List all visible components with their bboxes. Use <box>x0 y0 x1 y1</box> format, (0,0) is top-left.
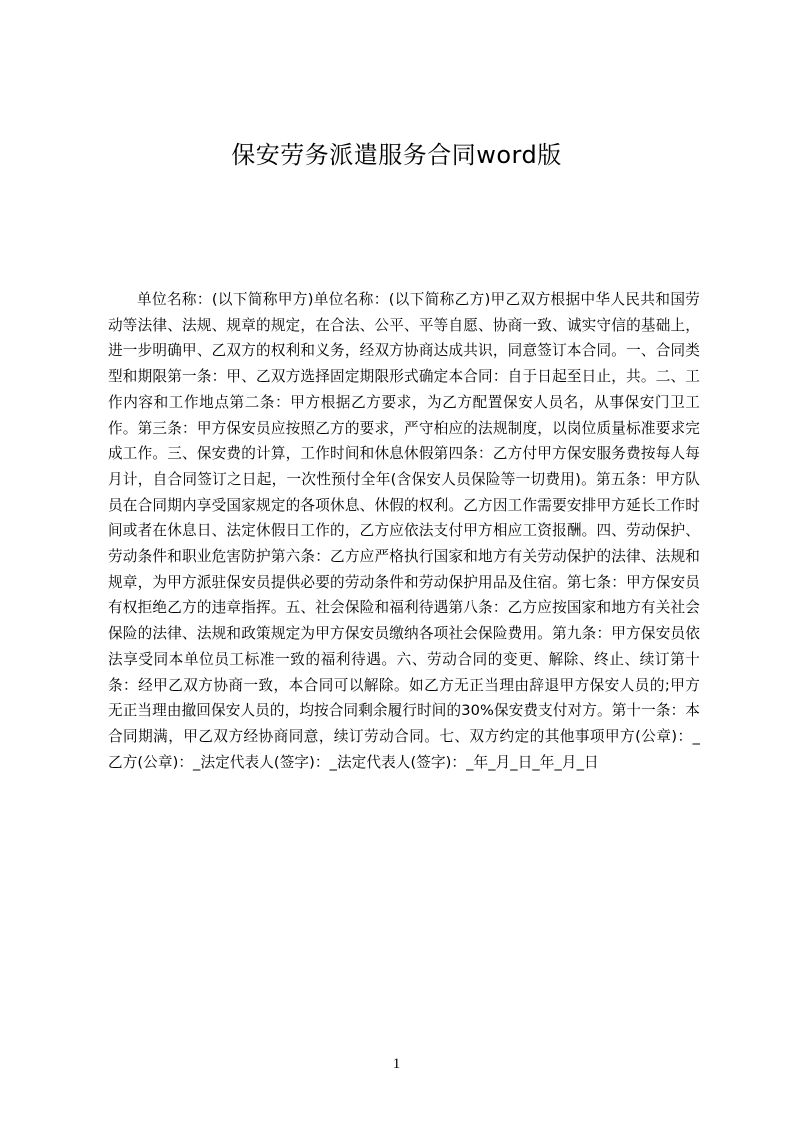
contract-body-paragraph: 单位名称：(以下简称甲方)单位名称：(以下简称乙方)甲乙双方根据中华人民共和国劳动等法律、法规、规章的规定，在合法、公平、平等自愿、协商一致、诚实守信的基础上，进一步明确甲、乙双方的权利和义务，经双方协商达成共识，同意签订本合同。一、合同类型和期限第一条：甲、乙双方选择固定期限形式确定本合同：自于日起至日止，共。二、工作内容和工作地点第二条：甲方根据乙方要求，为乙方配置保安人员名，从事保安门卫工作。第三条：甲方保安员应按照乙方的要求，严守桕应的法规制度，以岗位质量标准要求完成工作。三、保安费的计算，工作时间和休息休假第四条：乙方付甲方保安服务费按每人每月计，自合同签订之日起，一次性预付全年(含保安人员保险等一切费用)。第五条：甲方队员在合同期内享受国家规定的各项休息、休假的权利。乙方因工作需要安排甲方延长工作时间或者在休息日、法定休假日工作的，乙方应依法支付甲方相应工资报酬。四、劳动保护、劳动条件和职业危害防护第六条：乙方应严格执行国家和地方有关劳动保护的法律、法规和规章，为甲方派驻保安员提供必要的劳动条件和劳动保护用品及住宿。第七条：甲方保安员有权拒绝乙方的违章指挥。五、社会保险和福利待遇第八条：乙方应按国家和地方有关社会保险的法律、法规和政策规定为甲方保安员缴纳各项社会保险费用。第九条：甲方保安员依法享受同本单位员工标准一致的福利待遇。六、劳动合同的变更、解除、终止、续订第十条：经甲乙双方协商一致，本合同可以解除。如乙方无正当理由辞退甲方保安人员的;甲方无正当理由撤回保安人员的，均按合同剩余履行时间的30%保安费支付对方。第十一条：本合同期满，甲乙双方经协商同意，续订劳动合同。七、双方约定的其他事项甲方(公章)：_乙方(公章)：_法定代表人(签字)：_法定代表人(签字)：_年_月_日_年_月_日 <box>108 291 700 771</box>
page-number: 1 <box>392 1056 401 1072</box>
document-title: 保安劳务派遣服务合同word版 <box>231 141 562 169</box>
